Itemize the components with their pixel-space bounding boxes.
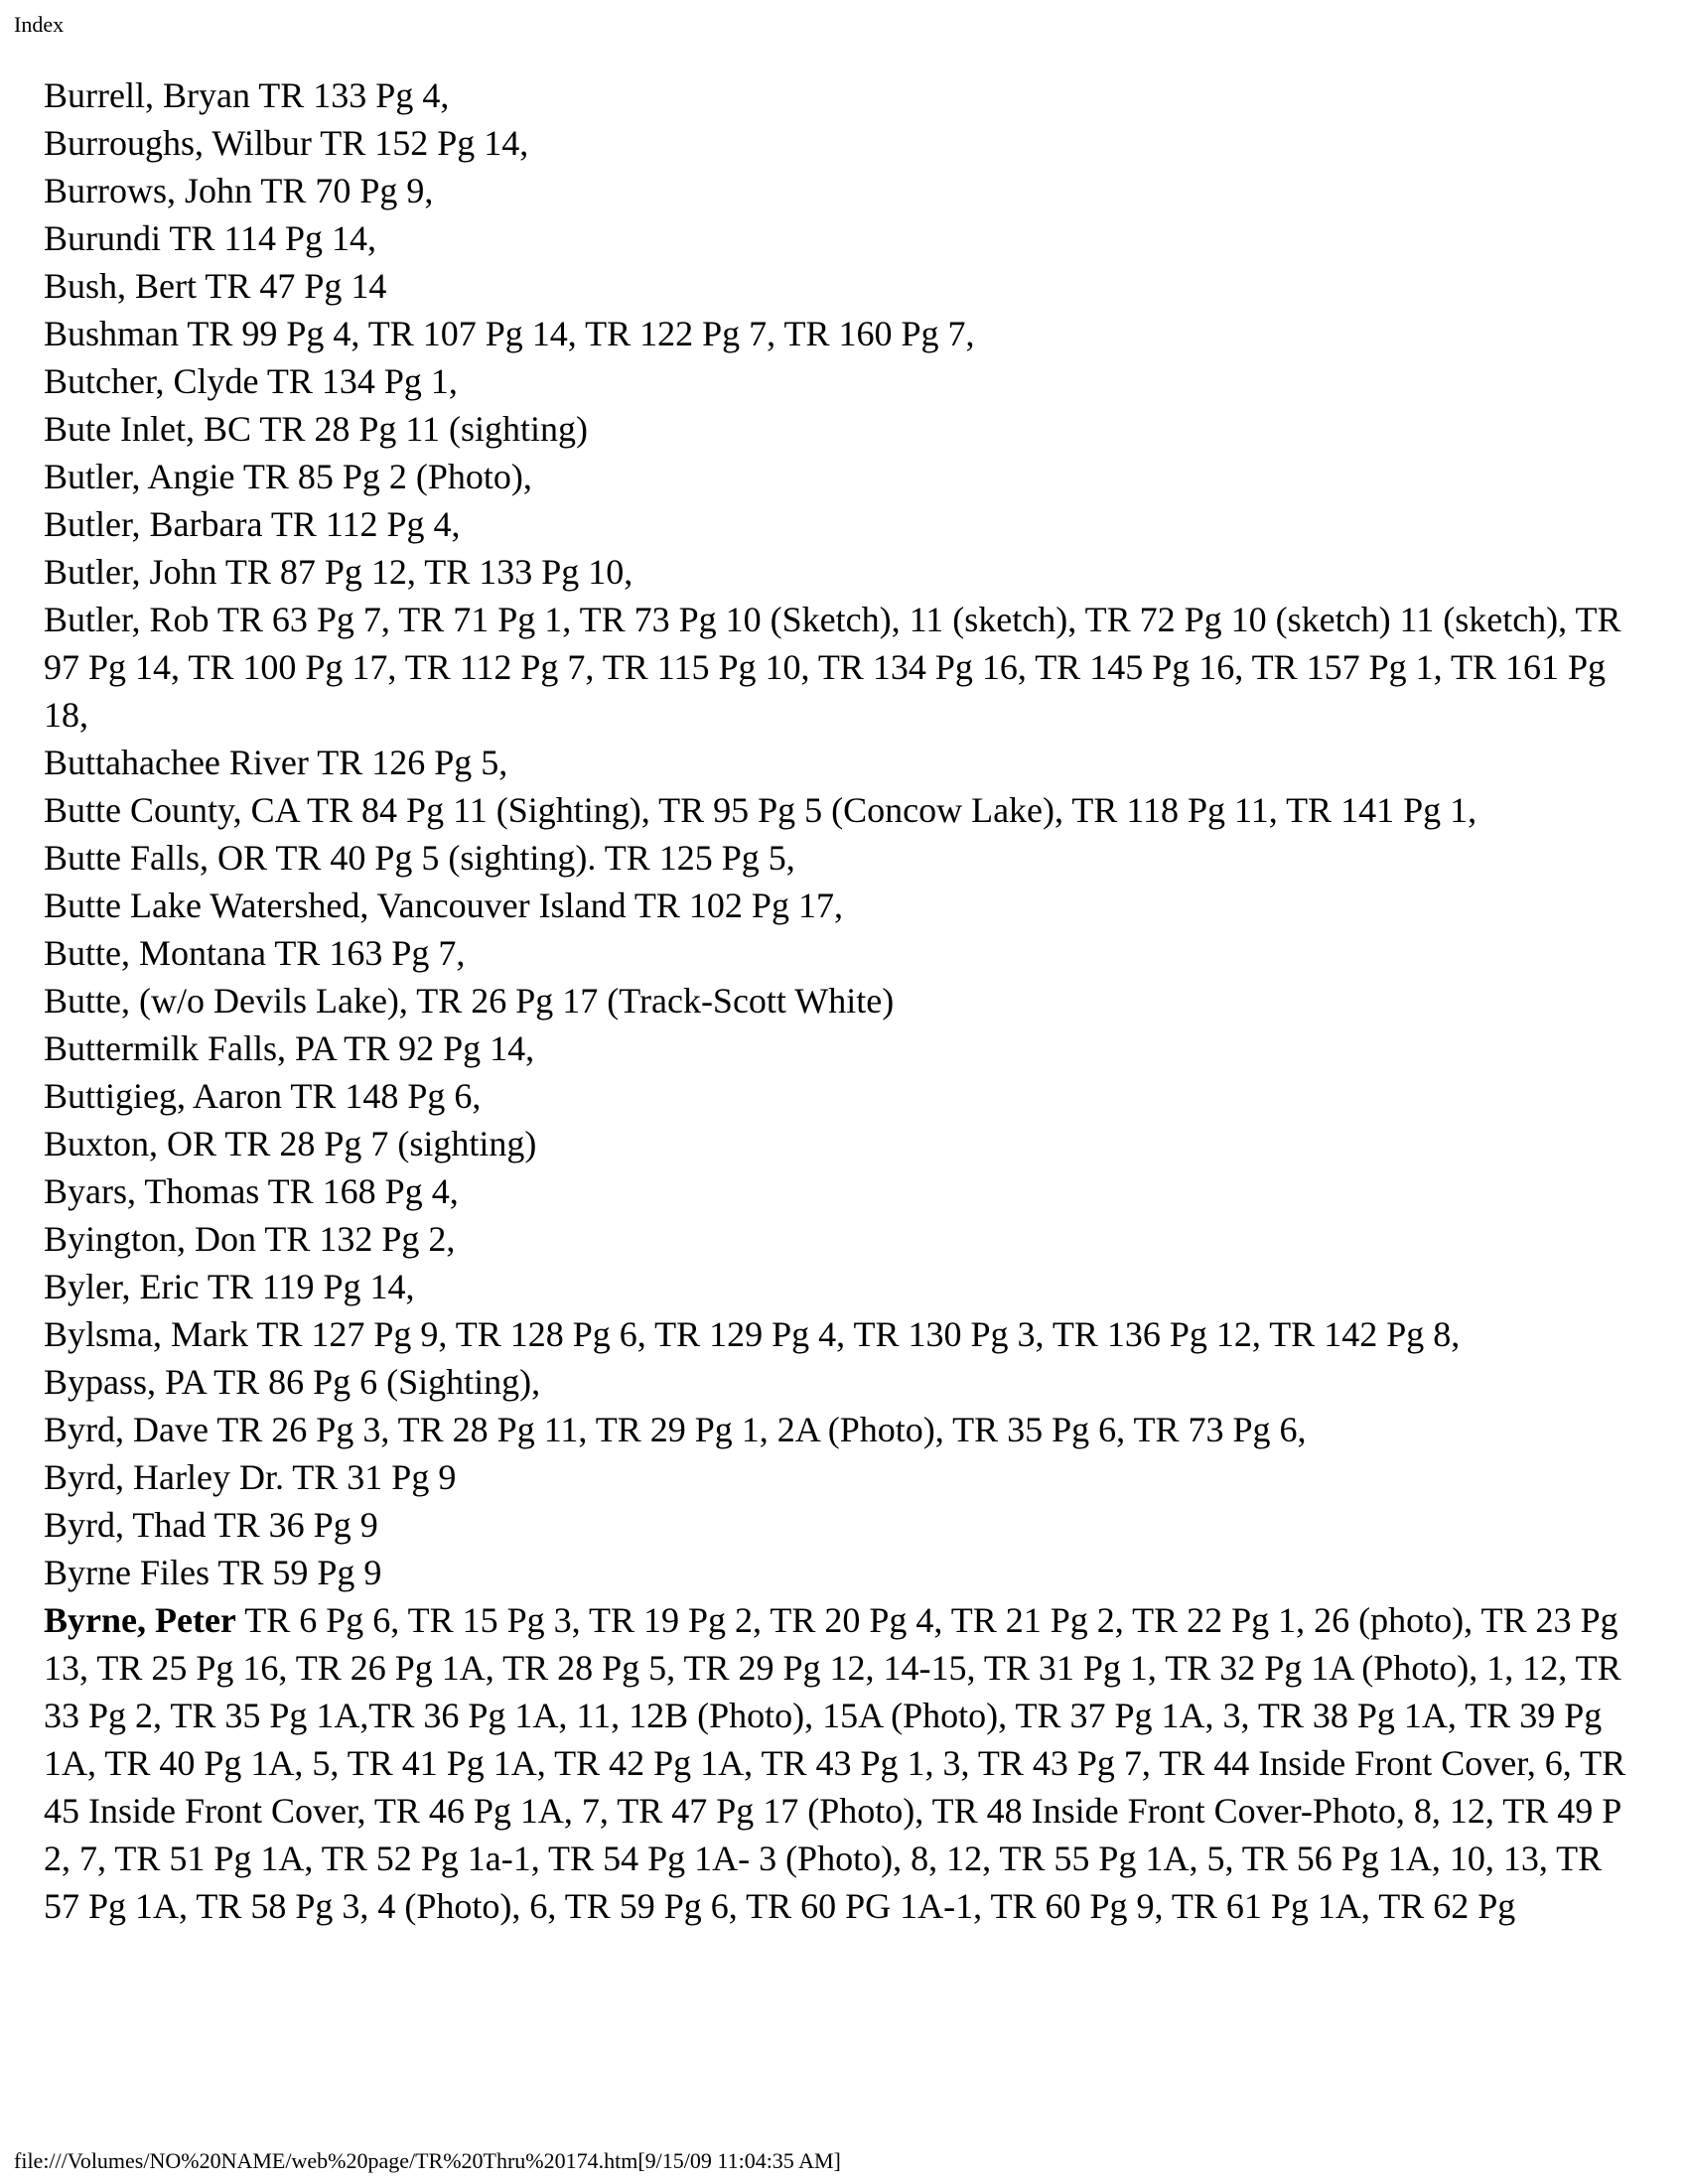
index-entry: Burrell, Bryan TR 133 Pg 4,: [44, 75, 450, 115]
index-entry: Byrne Files TR 59 Pg 9: [44, 1553, 382, 1592]
index-entry: Byrd, Dave TR 26 Pg 3, TR 28 Pg 11, TR 29 Pg 1, 2A (Photo), TR 35 Pg 6, TR 73 Pg 6,: [44, 1410, 1307, 1449]
index-entry: Burrows, John TR 70 Pg 9,: [44, 171, 434, 210]
index-entry: Byrd, Thad TR 36 Pg 9: [44, 1505, 378, 1545]
index-entry: Butler, Rob TR 63 Pg 7, TR 71 Pg 1, TR 73 Pg 10 (Sketch), 11 (sketch), TR 72 Pg 10 (sketch) 11 (sketch), TR 97 Pg 14, TR 100 Pg 17, TR 112 Pg 7, TR 115 Pg 10, TR 134 Pg 16, TR 145 Pg 16, TR 157 Pg 1, TR 161 Pg 18,: [44, 600, 1621, 735]
page-footer-path: file:///Volumes/NO%20NAME/web%20page/TR%20Thru%20174.htm[9/15/09 11:04:35 AM]: [14, 2148, 841, 2173]
index-entry: Buttigieg, Aaron TR 148 Pg 6,: [44, 1076, 482, 1116]
index-entry: Butte, (w/o Devils Lake), TR 26 Pg 17 (Track-Scott White): [44, 981, 895, 1021]
index-entry: Butler, Angie TR 85 Pg 2 (Photo),: [44, 457, 532, 496]
index-entry-featured: [44, 1596, 1642, 1930]
index-entry: Byler, Eric TR 119 Pg 14,: [44, 1267, 415, 1306]
index-entry: Burundi TR 114 Pg 14,: [44, 218, 377, 258]
index-entry: Butler, Barbara TR 112 Pg 4,: [44, 504, 461, 544]
index-entry: Bylsma, Mark TR 127 Pg 9, TR 128 Pg 6, TR 129 Pg 4, TR 130 Pg 3, TR 136 Pg 12, TR 142 Pg 8,: [44, 1314, 1461, 1354]
index-entry: Buxton, OR TR 28 Pg 7 (sighting): [44, 1124, 537, 1163]
page-header-title: Index: [14, 12, 65, 37]
index-entry: Bute Inlet, BC TR 28 Pg 11 (sighting): [44, 409, 589, 449]
index-entry: Bushman TR 99 Pg 4, TR 107 Pg 14, TR 122 Pg 7, TR 160 Pg 7,: [44, 314, 975, 353]
featured-entry-name: Byrne, Peter: [44, 1600, 236, 1640]
featured-entry-refs: TR 6 Pg 6, TR 15 Pg 3, TR 19 Pg 2, TR 20 Pg 4, TR 21 Pg 2, TR 22 Pg 1, 26 (photo), TR 23 Pg 13, TR 25 Pg 16, TR 26 Pg 1A, TR 28 Pg 5, TR 29 Pg 12, 14-15, TR 31 Pg 1, TR 32 Pg 1A (Photo), 1, 12, TR 33 Pg 2, TR 35 Pg 1A,TR 36 Pg 1A, 11, 12B (Photo), 15A (Photo), TR 37 Pg 1A, 3, TR 38 Pg 1A, TR 39 Pg 1A, TR 40 Pg 1A, 5, TR 41 Pg 1A, TR 42 Pg 1A, TR 43 Pg 1, 3, TR 43 Pg 7, TR 44 Inside Front Cover, 6, TR 45 Inside Front Cover, TR 46 Pg 1A, 7, TR 47 Pg 17 (Photo), TR 48 Inside Front Cover-Photo, 8, 12, TR 49 P 2, 7, TR 51 Pg 1A, TR 52 Pg 1a-1, TR 54 Pg 1A- 3 (Photo), 8, 12, TR 55 Pg 1A, 5, TR 56 Pg 1A, 10, 13, TR 57 Pg 1A, TR 58 Pg 3, 4 (Photo), 6, TR 59 Pg 6, TR 60 PG 1A-1, TR 60 Pg 9, TR 61 Pg 1A, TR 62 Pg: [44, 1600, 1626, 1926]
index-entry: Burroughs, Wilbur TR 152 Pg 14,: [44, 123, 529, 163]
index-list: [44, 71, 1642, 1930]
index-entry: Bush, Bert TR 47 Pg 14: [44, 266, 387, 306]
index-entry: Byington, Don TR 132 Pg 2,: [44, 1219, 456, 1259]
index-entry: Byrd, Harley Dr. TR 31 Pg 9: [44, 1457, 457, 1497]
index-entry: Bypass, PA TR 86 Pg 6 (Sighting),: [44, 1362, 541, 1402]
index-entry: Buttermilk Falls, PA TR 92 Pg 14,: [44, 1028, 535, 1068]
index-entry: Butcher, Clyde TR 134 Pg 1,: [44, 361, 458, 401]
index-entry: Byars, Thomas TR 168 Pg 4,: [44, 1171, 459, 1211]
index-entry: Butte Falls, OR TR 40 Pg 5 (sighting). TR 125 Pg 5,: [44, 838, 795, 878]
index-entry: Butte, Montana TR 163 Pg 7,: [44, 933, 466, 973]
index-entry: Buttahachee River TR 126 Pg 5,: [44, 743, 508, 782]
index-entry: Butte Lake Watershed, Vancouver Island TR 102 Pg 17,: [44, 886, 843, 925]
index-entry: Butte County, CA TR 84 Pg 11 (Sighting), TR 95 Pg 5 (Concow Lake), TR 118 Pg 11, TR 141 Pg 1,: [44, 790, 1477, 830]
index-entry: Butler, John TR 87 Pg 12, TR 133 Pg 10,: [44, 552, 633, 592]
